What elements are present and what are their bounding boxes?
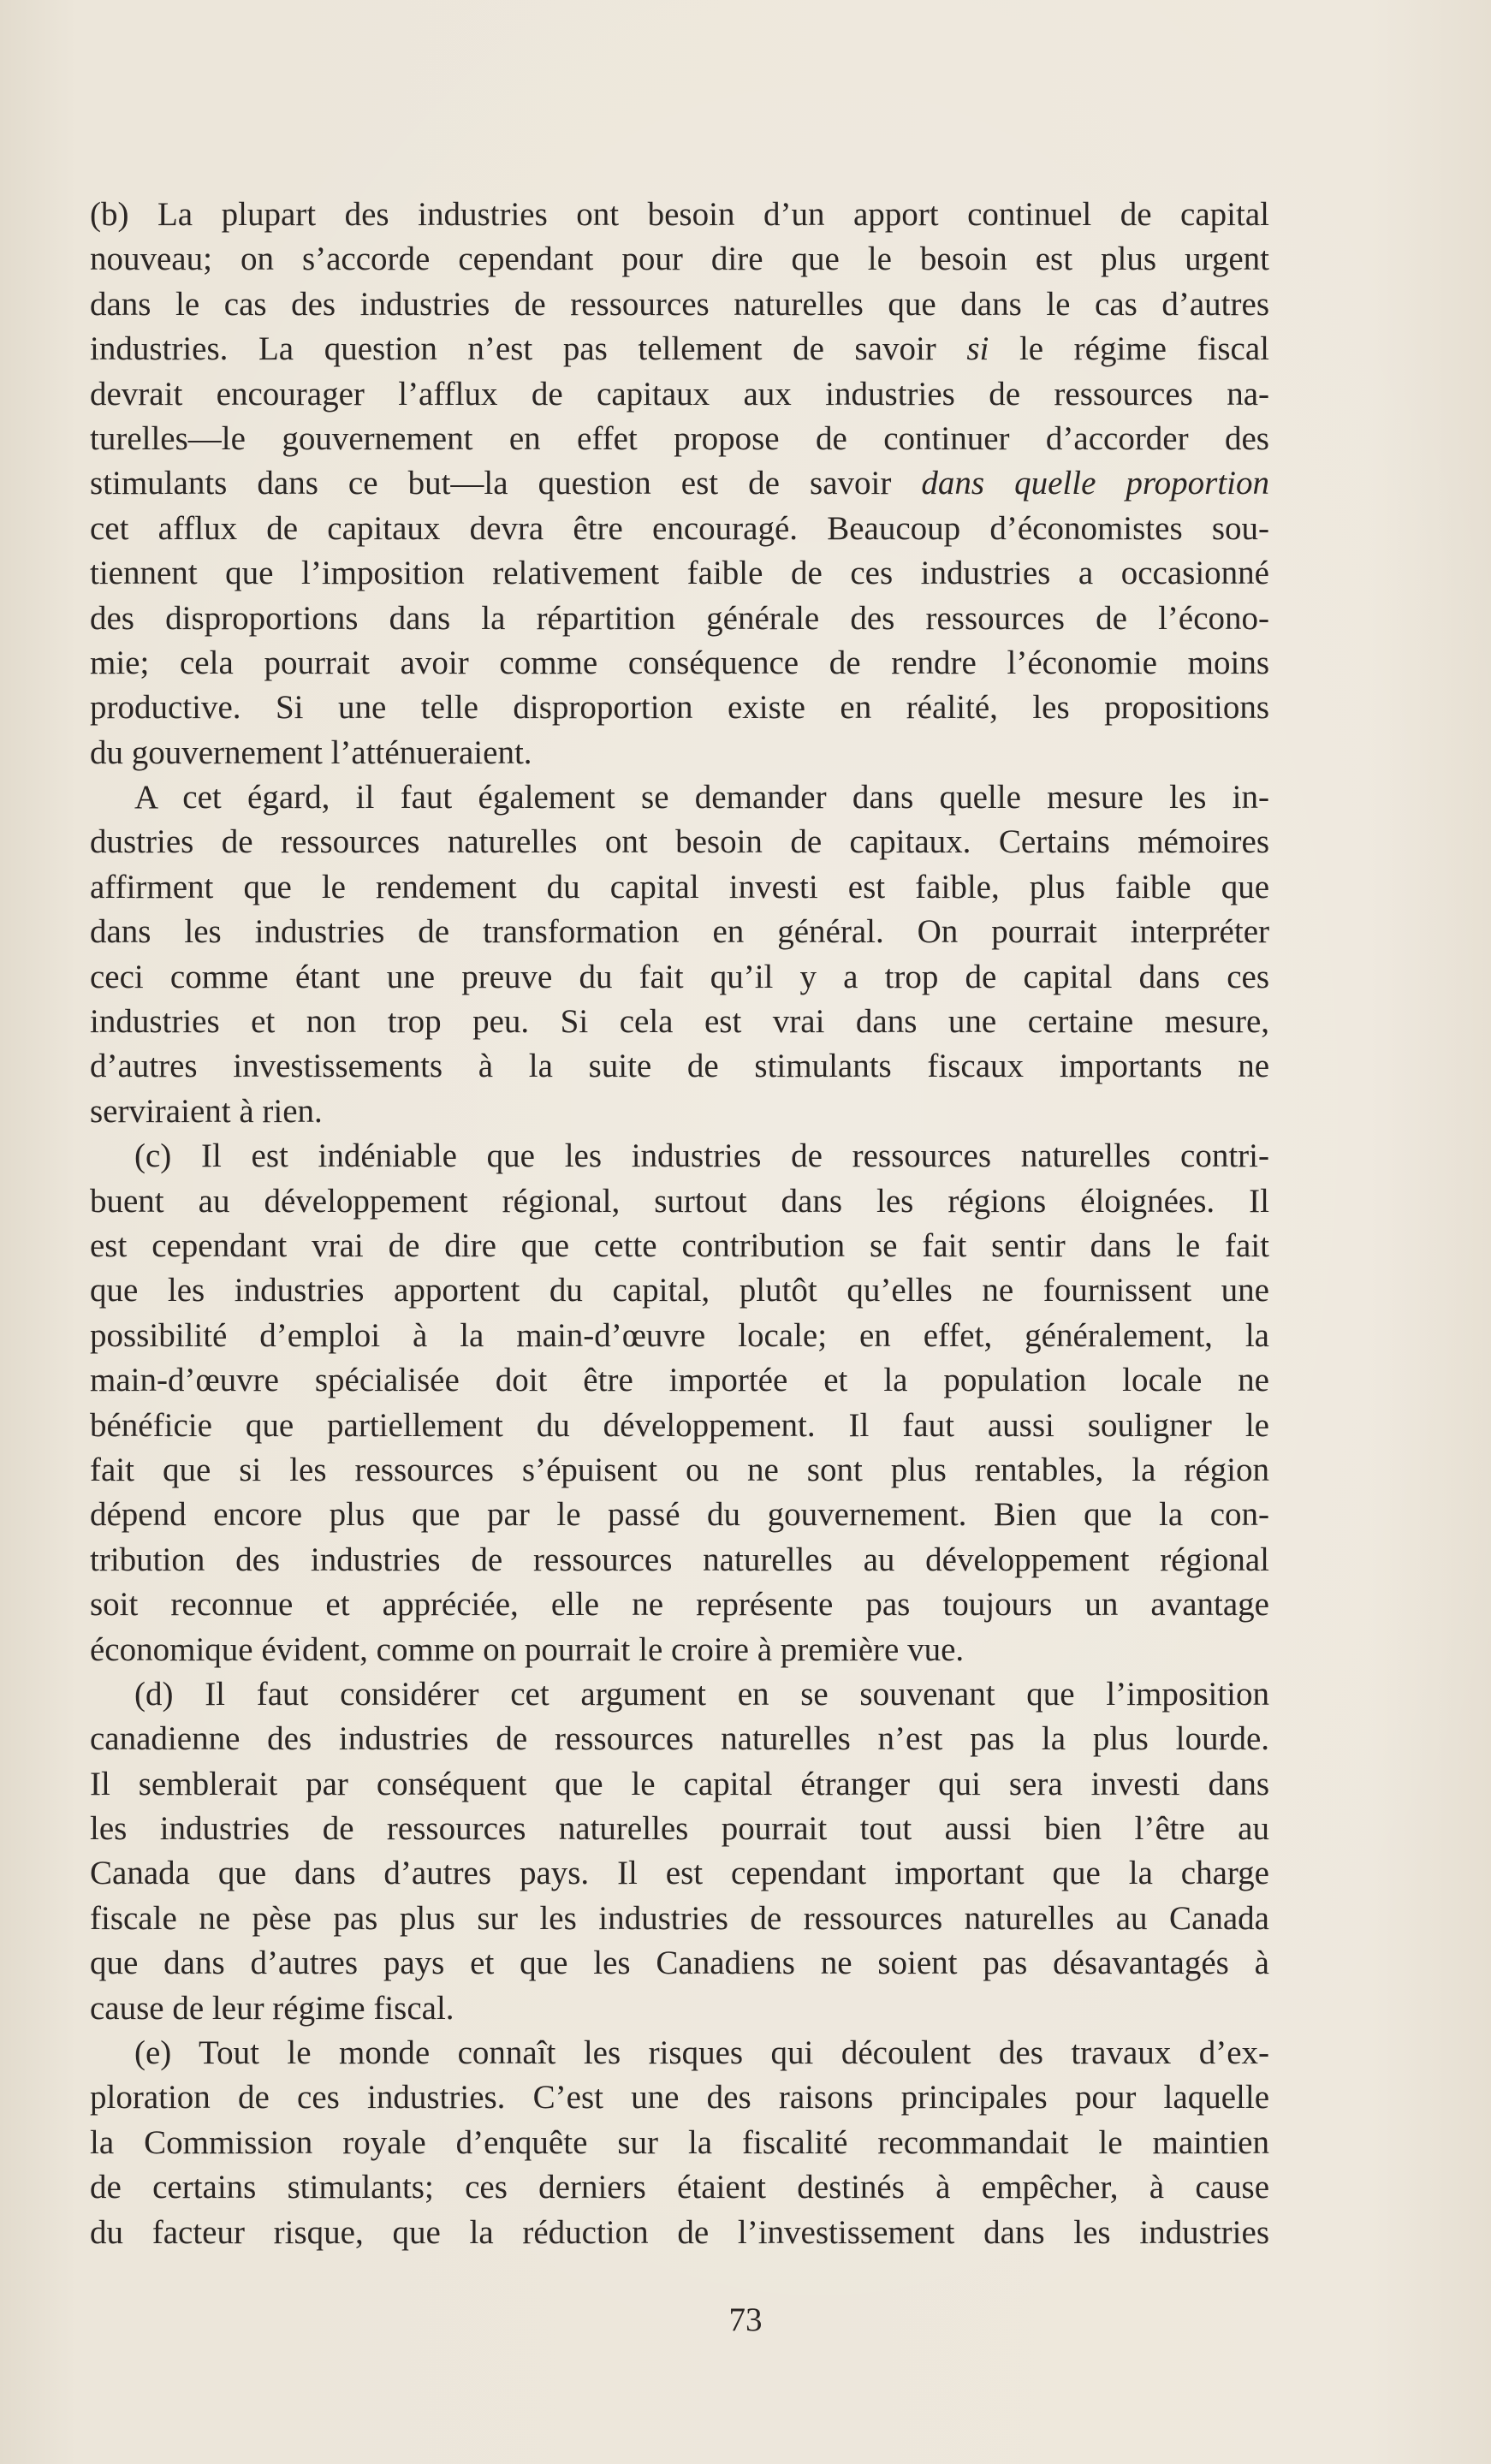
text-line: dustries de ressources naturelles ont besoin de capitaux. Certains mémoires — [90, 823, 1269, 861]
paragraph-c — [90, 1134, 1269, 1672]
text-line: A cet égard, il faut également se demander dans quelle mesure les in- — [134, 779, 1269, 816]
paragraph-d — [90, 1672, 1269, 2031]
text-line: stimulants dans ce but—la question est de savoir dans quelle proportion — [90, 465, 1270, 502]
text-line: de certains stimulants; ces derniers étaient destinés à empêcher, à cause — [90, 2169, 1269, 2206]
text-line: serviraient à rien. — [90, 1092, 323, 1130]
text-line: du gouvernement l’atténueraient. — [90, 733, 532, 771]
text-line: d’autres investissements à la suite de stimulants fiscaux importants ne — [90, 1048, 1269, 1085]
text-line: dépend encore plus que par le passé du gouvernement. Bien que la con- — [90, 1496, 1269, 1534]
text-line: buent au développement régional, surtout dans les régions éloignées. Il — [90, 1182, 1269, 1220]
page-number: 73 — [728, 2301, 763, 2338]
text-line: est cependant vrai de dire que cette contribution se fait sentir dans le fait — [90, 1226, 1269, 1264]
paragraph-e — [90, 2031, 1269, 2255]
text-line: tribution des industries de ressources naturelles au développement régional — [90, 1541, 1269, 1578]
text-line: (c) Il est indéniable que les industries de ressources naturelles contri- — [134, 1137, 1269, 1175]
text-line: devrait encourager l’afflux de capitaux aux industries de ressources na- — [90, 375, 1269, 413]
text-line: mie; cela pourrait avoir comme conséquence de rendre l’économie moins — [90, 644, 1269, 681]
text-line: cause de leur régime fiscal. — [90, 1989, 454, 2027]
text-line: industries. La question n’est pas tellement de savoir si le régime fiscal — [90, 330, 1269, 368]
text-line: canadienne des industries de ressources naturelles n’est pas la plus lourde. — [90, 1720, 1269, 1758]
text-line: Il semblerait par conséquent que le capital étranger qui sera investi dans — [90, 1765, 1269, 1802]
text-line: turelles—le gouvernement en effet propose de continuer d’accorder des — [90, 419, 1269, 457]
text-line: soit reconnue et appréciée, elle ne représente pas toujours un avantage — [90, 1586, 1269, 1624]
text-line: nouveau; on s’accorde cependant pour dire que le besoin est plus urgent — [90, 240, 1269, 278]
text-line: productive. Si une telle disproportion existe en réalité, les propositions — [90, 689, 1269, 727]
text-line: bénéficie que partiellement du développement. Il faut aussi souligner le — [90, 1406, 1269, 1444]
text-line: les industries de ressources naturelles pourrait tout aussi bien l’être au — [90, 1810, 1269, 1848]
text-line: dans le cas des industries de ressources naturelles que dans le cas d’autres — [90, 285, 1269, 323]
paragraph-a-cet-egard — [90, 775, 1269, 1134]
text-line: industries et non trop peu. Si cela est vrai dans une certaine mesure, — [90, 1003, 1269, 1041]
text-line: ploration de ces industries. C’est une des raisons principales pour laquelle — [90, 2079, 1269, 2117]
text-line: cet afflux de capitaux devra être encouragé. Beaucoup d’économistes sou- — [90, 509, 1269, 547]
text-line: (e) Tout le monde connaît les risques qui découlent des travaux d’ex- — [134, 2034, 1269, 2072]
text-line: que dans d’autres pays et que les Canadiens ne soient pas désavantagés à — [90, 1944, 1269, 1982]
paragraph-b — [90, 193, 1269, 775]
body-text — [90, 193, 1269, 2255]
text-line: dans les industries de transformation en général. On pourrait interpréter — [90, 913, 1269, 951]
text-line: affirment que le rendement du capital investi est faible, plus faible que — [90, 868, 1269, 905]
text-line: fait que si les ressources s’épuisent ou ne sont plus rentables, la région — [90, 1451, 1269, 1488]
text-line: possibilité d’emploi à la main-d’œuvre locale; en effet, généralement, la — [90, 1316, 1269, 1354]
text-line: que les industries apportent du capital, plutôt qu’elles ne fournissent une — [90, 1272, 1269, 1309]
text-line: Canada que dans d’autres pays. Il est cependant important que la charge — [90, 1855, 1269, 1892]
text-line: (b) La plupart des industries ont besoin d’un apport continuel de capital — [90, 196, 1269, 233]
text-line: fiscale ne pèse pas plus sur les industries de ressources naturelles au Canada — [90, 1899, 1269, 1937]
text-line: (d) Il faut considérer cet argument en se souvenant que l’imposition — [134, 1675, 1269, 1713]
text-line: main-d’œuvre spécialisée doit être importée et la population locale ne — [90, 1362, 1269, 1399]
text-line: économique évident, comme on pourrait le croire à première vue. — [90, 1630, 965, 1668]
text-line: tiennent que l’imposition relativement faible de ces industries a occasionné — [90, 555, 1269, 592]
text-line: la Commission royale d’enquête sur la fiscalité recommandait le maintien — [90, 2123, 1269, 2161]
text-line: des disproportions dans la répartition générale des ressources de l’écono- — [90, 599, 1269, 637]
text-line: du facteur risque, que la réduction de l’investissement dans les industries — [90, 2213, 1269, 2251]
text-line: ceci comme étant une preuve du fait qu’il y a trop de capital dans ces — [90, 958, 1269, 995]
